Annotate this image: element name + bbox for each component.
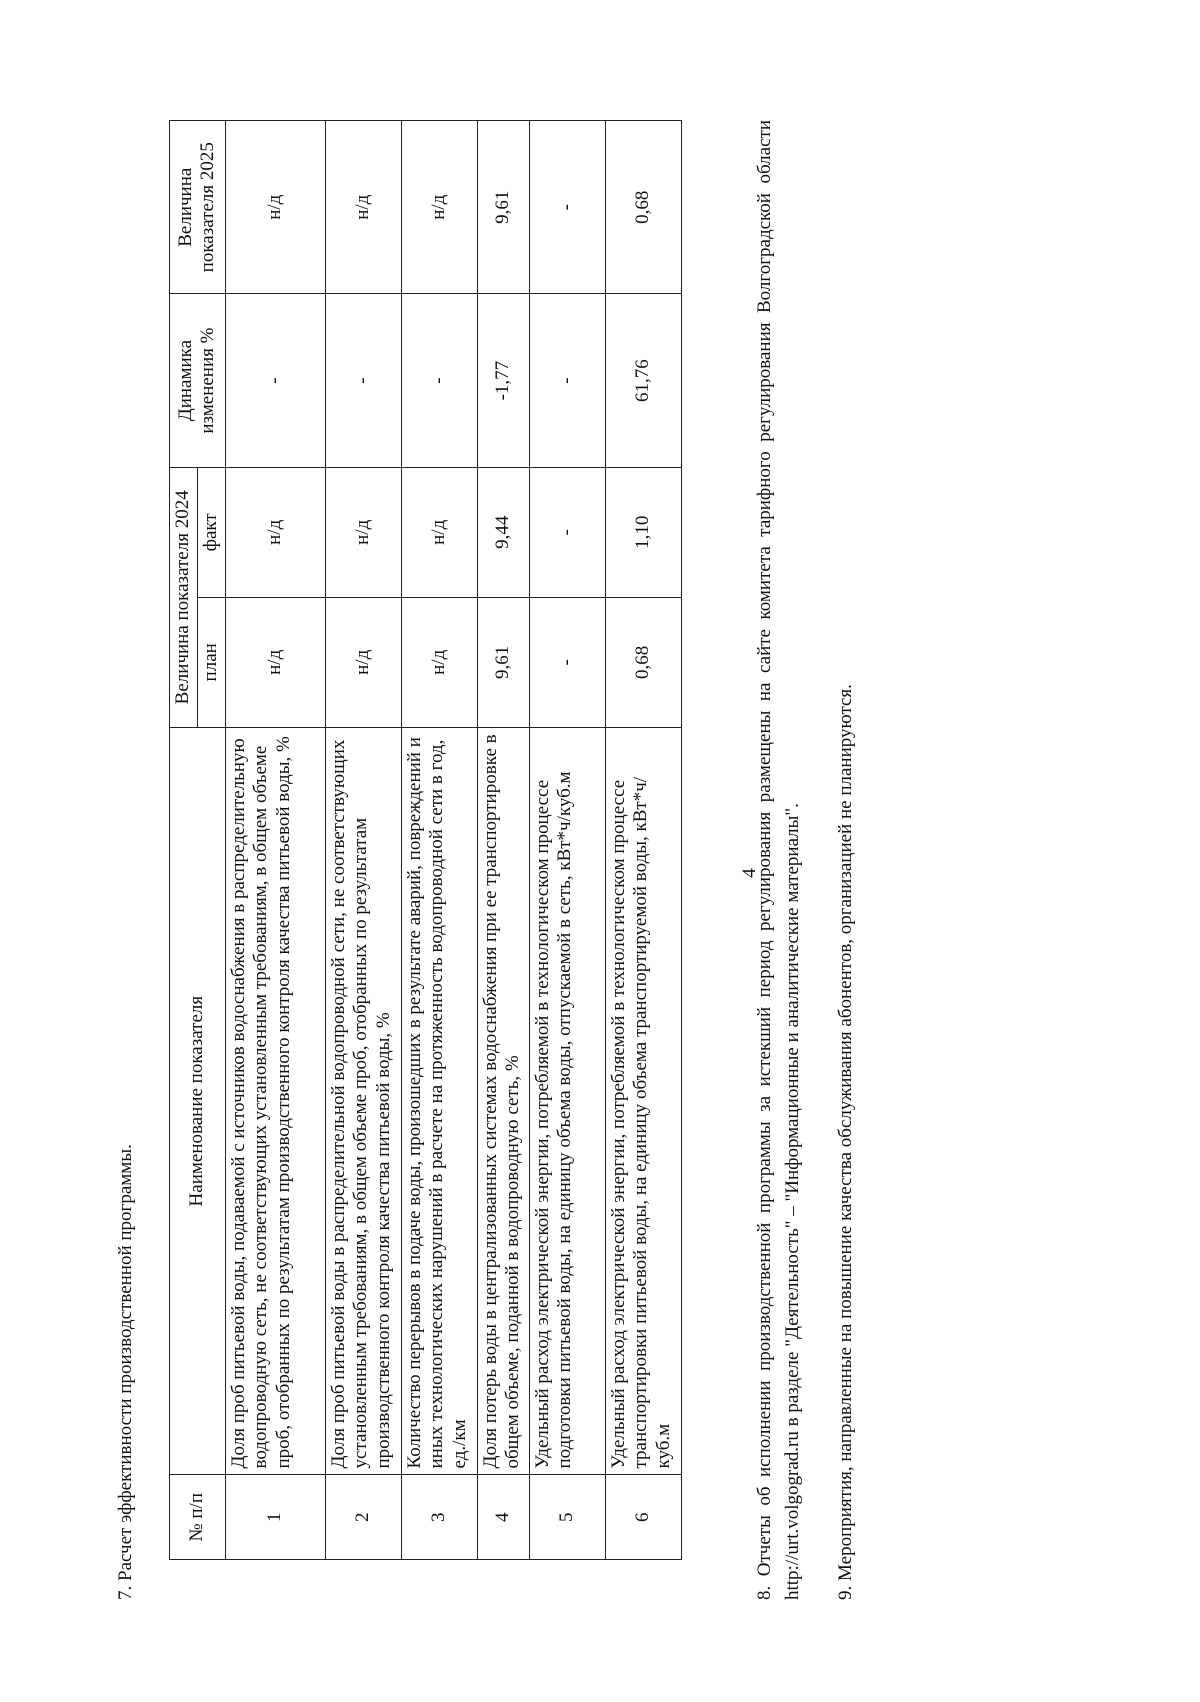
row-name: Количество перерывов в подаче воды, произошедших в результате аварий, повреждений и иных технологических нарушений в расчете на протяженность водопроводной сети в год, ед./км <box>401 727 477 1475</box>
section-7-title: 7. Расчет эффективности производственной программы. <box>115 1144 136 1600</box>
row-value-2025: 0,68 <box>605 121 681 294</box>
notes-block <box>751 120 886 1600</box>
table-row <box>477 121 529 1560</box>
efficiency-table <box>169 120 682 1560</box>
row-plan: н/д <box>225 597 325 727</box>
row-value-2025: - <box>529 121 605 294</box>
row-dynamics: - <box>325 294 401 467</box>
rotated-content <box>115 115 1035 1600</box>
row-plan: - <box>529 597 605 727</box>
row-fact: н/д <box>325 467 401 597</box>
row-dynamics: -1,77 <box>477 294 529 467</box>
header-dynamics: Динамика изменения % <box>170 294 226 467</box>
table-row <box>225 121 325 1560</box>
row-value-2025: н/д <box>225 121 325 294</box>
header-value-2025: Величина показателя 2025 <box>170 121 226 294</box>
row-dynamics: 61,76 <box>605 294 681 467</box>
row-plan: н/д <box>325 597 401 727</box>
row-name: Доля проб питьевой воды, подаваемой с источников водоснабжения в распределительную водопроводную сеть, не соответствующих установленным требованиям, в общем объеме проб, отобранных по результатам производственного контроля качества питьевой воды, % <box>225 727 325 1475</box>
section-9-text: 9. Мероприятия, направленные на повышение качества обслуживания абонентов, организацией не планируются. <box>835 684 857 1600</box>
page-number: 4 <box>739 868 760 878</box>
row-plan: 9,61 <box>477 597 529 727</box>
row-name: Удельный расход электрической энергии, потребляемой в технологическом процессе подготовки питьевой воды, на единицу объема воды, отпускаемой в сеть, кВт*ч/куб.м <box>529 727 605 1475</box>
table-row <box>529 121 605 1560</box>
row-fact: 1,10 <box>605 467 681 597</box>
row-num: 6 <box>605 1475 681 1560</box>
section-8-text: 8. Отчеты об исполнении производственной программы за истекший период регулирования размещены на сайте комитета тарифного регулирования Волгоградской области http://urt.volgograd.ru в разделе "Деятельность" – "Информационные и аналитические материалы". <box>754 120 803 1600</box>
row-fact: н/д <box>225 467 325 597</box>
row-fact: 9,44 <box>477 467 529 597</box>
row-num: 2 <box>325 1475 401 1560</box>
row-plan: 0,68 <box>605 597 681 727</box>
header-value-2024: Величина показателя 2024 <box>170 467 198 727</box>
row-name: Удельный расход электрической энергии, потребляемой в технологическом процессе транспортировки питьевой воды, на единицу объема транспортируемой воды, кВт*ч/куб.м <box>605 727 681 1475</box>
row-name: Доля потерь воды в централизованных системах водоснабжения при ее транспортировке в общем объеме, поданной в водопроводную сеть, % <box>477 727 529 1475</box>
row-name: Доля проб питьевой воды в распределительной водопроводной сети, не соответствующих установленным требованиям, в общем объеме проб, отобранных по результатам производственного контроля качества питьевой воды, % <box>325 727 401 1475</box>
row-fact: н/д <box>401 467 477 597</box>
row-fact: - <box>529 467 605 597</box>
row-plan: н/д <box>401 597 477 727</box>
row-num: 4 <box>477 1475 529 1560</box>
header-plan: план <box>197 597 225 727</box>
row-dynamics: - <box>401 294 477 467</box>
header-num: № п/п <box>170 1475 226 1560</box>
row-num: 3 <box>401 1475 477 1560</box>
table-row <box>401 121 477 1560</box>
table-row <box>605 121 681 1560</box>
header-fact: факт <box>197 467 225 597</box>
row-dynamics: - <box>225 294 325 467</box>
row-num: 1 <box>225 1475 325 1560</box>
row-num: 5 <box>529 1475 605 1560</box>
table-row <box>325 121 401 1560</box>
row-value-2025: н/д <box>401 121 477 294</box>
row-value-2025: н/д <box>325 121 401 294</box>
row-value-2025: 9,61 <box>477 121 529 294</box>
row-dynamics: - <box>529 294 605 467</box>
header-name: Наименование показателя <box>170 727 226 1475</box>
